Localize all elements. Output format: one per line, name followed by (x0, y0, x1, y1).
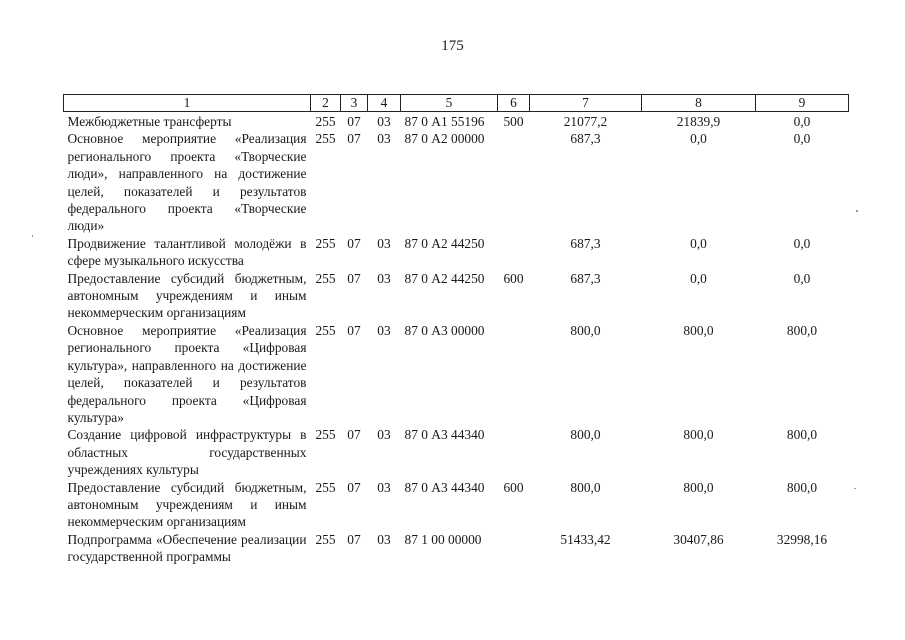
row-value-year-2: 800,0 (683, 322, 714, 338)
row-target-code: 87 0 А2 00000 (404, 131, 485, 147)
row-value-year-1: 51433,42 (560, 531, 611, 547)
row-name: Подпрограмма «Обеспечение реализации государственной программы (67, 531, 307, 565)
table-row (64, 130, 849, 234)
table-row (64, 270, 849, 322)
row-ministry-code: 255 (315, 270, 336, 286)
row-expense-type: 500 (503, 114, 524, 129)
column-header: 1 (64, 95, 311, 112)
scan-speck (856, 210, 858, 212)
row-expense-type (498, 531, 530, 566)
column-header: 2 (311, 95, 341, 112)
column-header: 3 (341, 95, 368, 112)
row-section-code: 07 (347, 531, 361, 547)
row-ministry-code: 255 (315, 427, 336, 443)
row-value-year-1: 800,0 (570, 322, 601, 338)
row-value-year-1: 687,3 (570, 235, 601, 251)
table-row (64, 322, 849, 426)
row-target-code: 87 0 А3 44340 (404, 479, 485, 495)
row-target-code: 87 1 00 00000 (404, 531, 482, 547)
row-value-year-3: 0,0 (793, 131, 811, 147)
table-row (64, 479, 849, 531)
page-number: 175 (441, 38, 464, 54)
row-target-code: 87 0 А1 55196 (404, 114, 485, 129)
row-target-code: 87 0 А3 00000 (404, 322, 485, 338)
row-subsection-code: 03 (377, 270, 391, 286)
column-number-row (64, 95, 849, 112)
row-value-year-2: 800,0 (683, 479, 714, 495)
row-name: Основное мероприятие «Реализация регионального проекта «Творческие люди», направленного на достижение целей, показателей и результатов федерального проекта «Творческие люди» (67, 131, 307, 234)
row-value-year-1: 687,3 (570, 131, 601, 147)
row-value-year-2: 21839,9 (676, 114, 721, 129)
row-target-code: 87 0 А2 44250 (404, 235, 485, 251)
row-section-code: 07 (347, 270, 361, 286)
table-row (64, 426, 849, 478)
table-row (64, 112, 849, 131)
row-name: Основное мероприятие «Реализация регионального проекта «Цифровая культура», направленного на достижение целей, показателей и результатов федерального проекта «Цифровая культура» (67, 322, 307, 425)
row-section-code: 07 (347, 322, 361, 338)
row-value-year-3: 0,0 (793, 114, 811, 129)
row-section-code: 07 (347, 131, 361, 147)
row-expense-type: 600 (503, 479, 524, 495)
row-ministry-code: 255 (315, 531, 336, 547)
row-value-year-3: 800,0 (786, 427, 818, 443)
row-subsection-code: 03 (377, 114, 391, 129)
column-header: 4 (368, 95, 401, 112)
row-subsection-code: 03 (377, 479, 391, 495)
row-value-year-3: 32998,16 (776, 531, 828, 547)
row-name: Предоставление субсидий бюджетным, автономным учреждениям и иным некоммерческим организациям (67, 270, 307, 321)
row-subsection-code: 03 (377, 131, 391, 147)
column-header: 6 (498, 95, 530, 112)
row-name: Продвижение талантливой молодёжи в сфере музыкального искусства (67, 235, 307, 269)
table-row (64, 235, 849, 270)
row-ministry-code: 255 (315, 131, 336, 147)
column-header: 8 (642, 95, 756, 112)
row-section-code: 07 (347, 479, 361, 495)
row-ministry-code: 255 (315, 114, 336, 129)
row-ministry-code: 255 (315, 322, 336, 338)
row-name: Создание цифровой инфраструктуры в областных государственных учреждениях культуры (67, 427, 307, 478)
row-subsection-code: 03 (377, 427, 391, 443)
row-expense-type (498, 130, 530, 234)
column-header: 9 (756, 95, 849, 112)
row-value-year-3: 800,0 (786, 479, 818, 495)
row-name: Предоставление субсидий бюджетным, автономным учреждениям и иным некоммерческим организациям (67, 479, 307, 530)
row-value-year-1: 800,0 (570, 427, 601, 443)
row-expense-type (498, 426, 530, 478)
row-value-year-1: 21077,2 (563, 114, 608, 129)
scan-speck (854, 488, 856, 489)
row-target-code: 87 0 А3 44340 (404, 427, 485, 443)
row-value-year-2: 0,0 (690, 270, 707, 286)
row-value-year-2: 800,0 (683, 427, 714, 443)
row-ministry-code: 255 (315, 235, 336, 251)
row-subsection-code: 03 (377, 235, 391, 251)
row-value-year-2: 0,0 (690, 235, 707, 251)
row-target-code: 87 0 А2 44250 (404, 270, 485, 286)
column-header: 5 (401, 95, 498, 112)
row-expense-type (498, 235, 530, 270)
row-value-year-1: 687,3 (570, 270, 601, 286)
table-row (64, 531, 849, 566)
row-value-year-2: 0,0 (690, 131, 707, 147)
row-name: Межбюджетные трансферты (67, 114, 232, 129)
budget-table (63, 94, 849, 566)
row-value-year-3: 0,0 (793, 235, 811, 251)
row-subsection-code: 03 (377, 322, 391, 338)
row-subsection-code: 03 (377, 531, 391, 547)
row-value-year-3: 0,0 (793, 270, 811, 286)
row-section-code: 07 (347, 114, 361, 129)
scan-speck (32, 235, 33, 237)
row-value-year-1: 800,0 (570, 479, 601, 495)
row-value-year-3: 800,0 (786, 322, 818, 338)
row-expense-type: 600 (503, 270, 524, 286)
row-section-code: 07 (347, 427, 361, 443)
row-expense-type (498, 322, 530, 426)
row-value-year-2: 30407,86 (673, 531, 724, 547)
row-section-code: 07 (347, 235, 361, 251)
column-header: 7 (530, 95, 642, 112)
row-ministry-code: 255 (315, 479, 336, 495)
